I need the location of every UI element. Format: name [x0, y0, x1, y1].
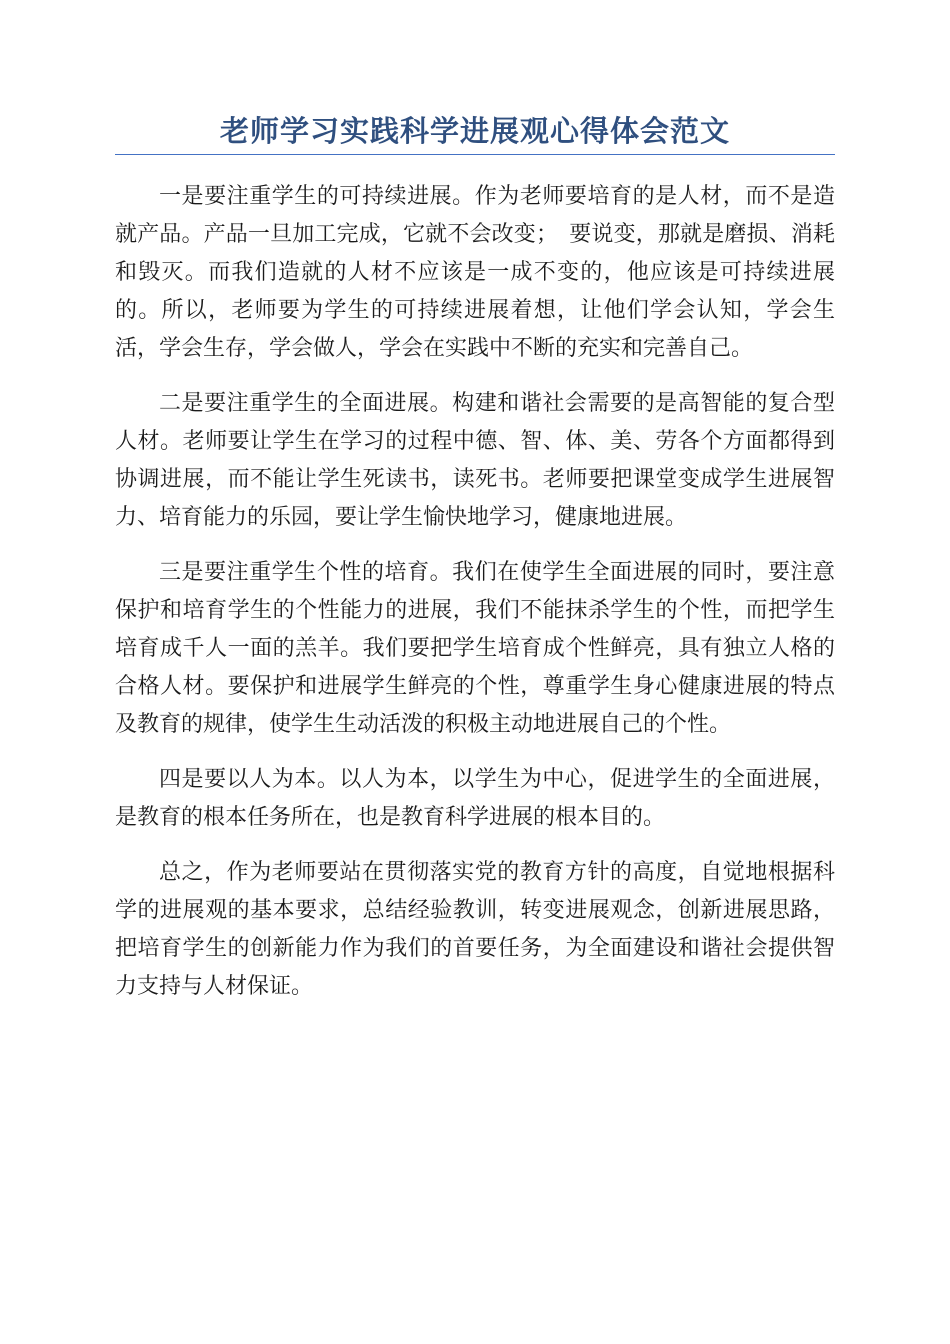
paragraph-1: 一是要注重学生的可持续进展。作为老师要培育的是人材，而不是造就产品。产品一旦加工完成，它就不会改变； 要说变，那就是磨损、消耗和毁灭。而我们造就的人材不应该是一成不变的，他应该是可持续进展的。所以，老师要为学生的可持续进展着想，让他们学会认知，学会生活，学会生存，学会做人，学会在实践中不断的充实和完善自己。 — [115, 184, 835, 361]
paragraph-2: 二是要注重学生的全面进展。构建和谐社会需要的是高智能的复合型人材。老师要让学生在学习的过程中德、智、体、美、劳各个方面都得到协调进展，而不能让学生死读书，读死书。老师要把课堂变成学生进展智力、培育能力的乐园，要让学生愉快地学习，健康地进展。 — [115, 391, 835, 530]
document-body — [115, 178, 835, 1023]
title-underline — [115, 154, 835, 155]
paragraph-5: 总之，作为老师要站在贯彻落实党的教育方针的高度，自觉地根据科学的进展观的基本要求，总结经验教训，转变进展观念，创新进展思路，把培育学生的创新能力作为我们的首要任务，为全面建设和谐社会提供智力支持与人材保证。 — [115, 860, 835, 999]
document-title: 老师学习实践科学进展观心得体会范文 — [219, 114, 730, 148]
paragraph-4: 四是要以人为本。以人为本，以学生为中心，促进学生的全面进展，是教育的根本任务所在，也是教育科学进展的根本目的。 — [115, 767, 835, 830]
paragraph-3: 三是要注重学生个性的培育。我们在使学生全面进展的同时，要注意保护和培育学生的个性能力的进展，我们不能抹杀学生的个性，而把学生培育成千人一面的羔羊。我们要把学生培育成个性鲜亮，具有独立人格的合格人材。要保护和进展学生鲜亮的个性，尊重学生身心健康进展的特点及教育的规律，使学生生动活泼的积极主动地进展自己的个性。 — [115, 560, 835, 737]
